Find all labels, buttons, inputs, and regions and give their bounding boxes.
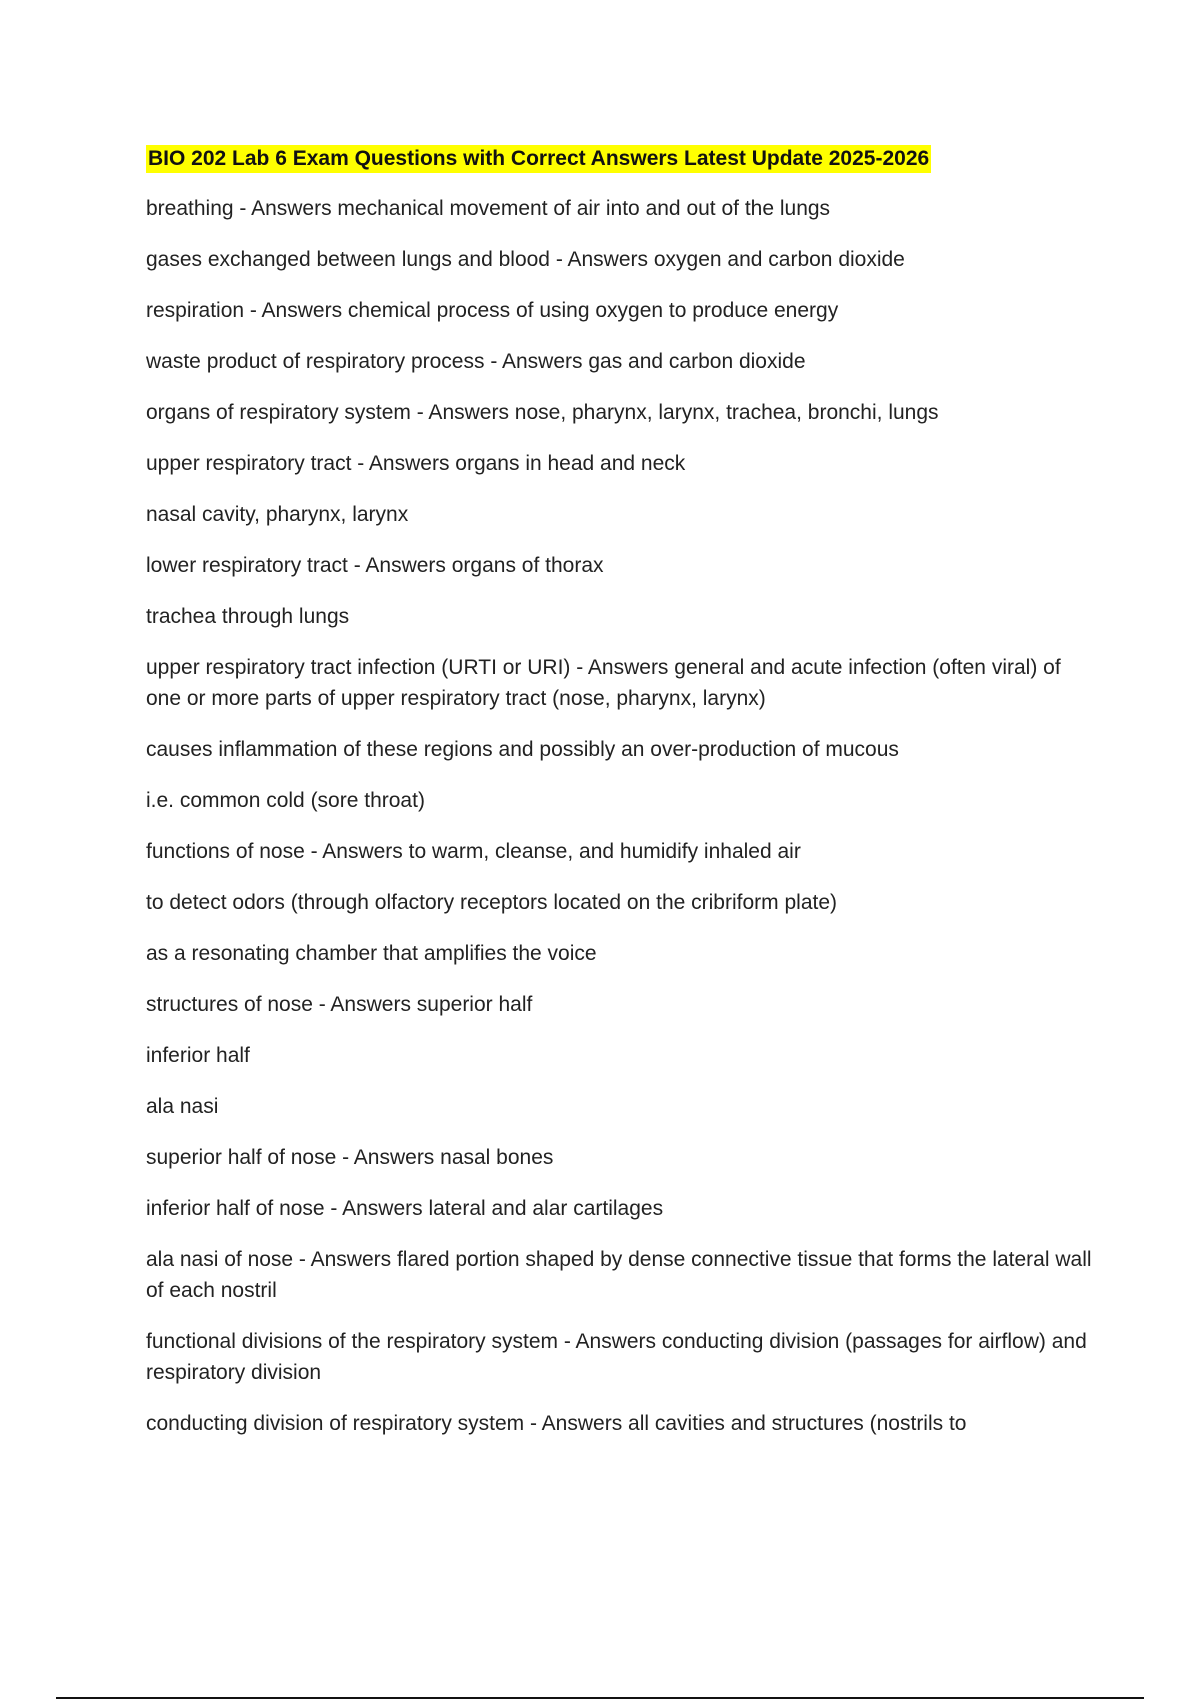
- qa-entry: as a resonating chamber that amplifies the voice: [146, 942, 597, 965]
- page-bottom-divider: [56, 1697, 1144, 1699]
- qa-entry: i.e. common cold (sore throat): [146, 789, 425, 812]
- qa-entry: upper respiratory tract - Answers organs in head and neck: [146, 452, 686, 475]
- qa-entry: to detect odors (through olfactory receptors located on the cribriform plate): [146, 891, 838, 914]
- document-body: [146, 145, 1096, 1459]
- qa-entry: organs of respiratory system - Answers nose, pharynx, larynx, trachea, bronchi, lungs: [146, 401, 939, 424]
- qa-entry: structures of nose - Answers superior half: [146, 993, 533, 1016]
- qa-entry: trachea through lungs: [146, 605, 350, 628]
- qa-entry: nasal cavity, pharynx, larynx: [146, 503, 409, 526]
- qa-entry: gases exchanged between lungs and blood - Answers oxygen and carbon dioxide: [146, 248, 905, 271]
- qa-entry: functional divisions of the respiratory system - Answers conducting division (passages for airflow) and respiratory division: [146, 1330, 1087, 1384]
- qa-entry: superior half of nose - Answers nasal bones: [146, 1146, 554, 1169]
- document-title: BIO 202 Lab 6 Exam Questions with Correct Answers Latest Update 2025-2026: [146, 145, 931, 173]
- qa-entry: inferior half of nose - Answers lateral and alar cartilages: [146, 1197, 664, 1220]
- qa-entry: functions of nose - Answers to warm, cleanse, and humidify inhaled air: [146, 840, 801, 863]
- qa-entry: conducting division of respiratory system - Answers all cavities and structures (nostrils to: [146, 1412, 967, 1435]
- qa-entry: lower respiratory tract - Answers organs of thorax: [146, 554, 604, 577]
- qa-entry: ala nasi: [146, 1095, 219, 1118]
- qa-entry: ala nasi of nose - Answers flared portion shaped by dense connective tissue that forms the lateral wall of each nostril: [146, 1248, 1092, 1302]
- qa-entry: waste product of respiratory process - Answers gas and carbon dioxide: [146, 350, 806, 373]
- qa-entry: upper respiratory tract infection (URTI or URI) - Answers general and acute infection (often viral) of one or more parts of upper respiratory tract (nose, pharynx, larynx): [146, 656, 1061, 710]
- qa-entry: respiration - Answers chemical process of using oxygen to produce energy: [146, 299, 839, 322]
- qa-entry: causes inflammation of these regions and possibly an over-production of mucous: [146, 738, 899, 761]
- qa-entry: inferior half: [146, 1044, 250, 1067]
- qa-entry: breathing - Answers mechanical movement of air into and out of the lungs: [146, 197, 831, 220]
